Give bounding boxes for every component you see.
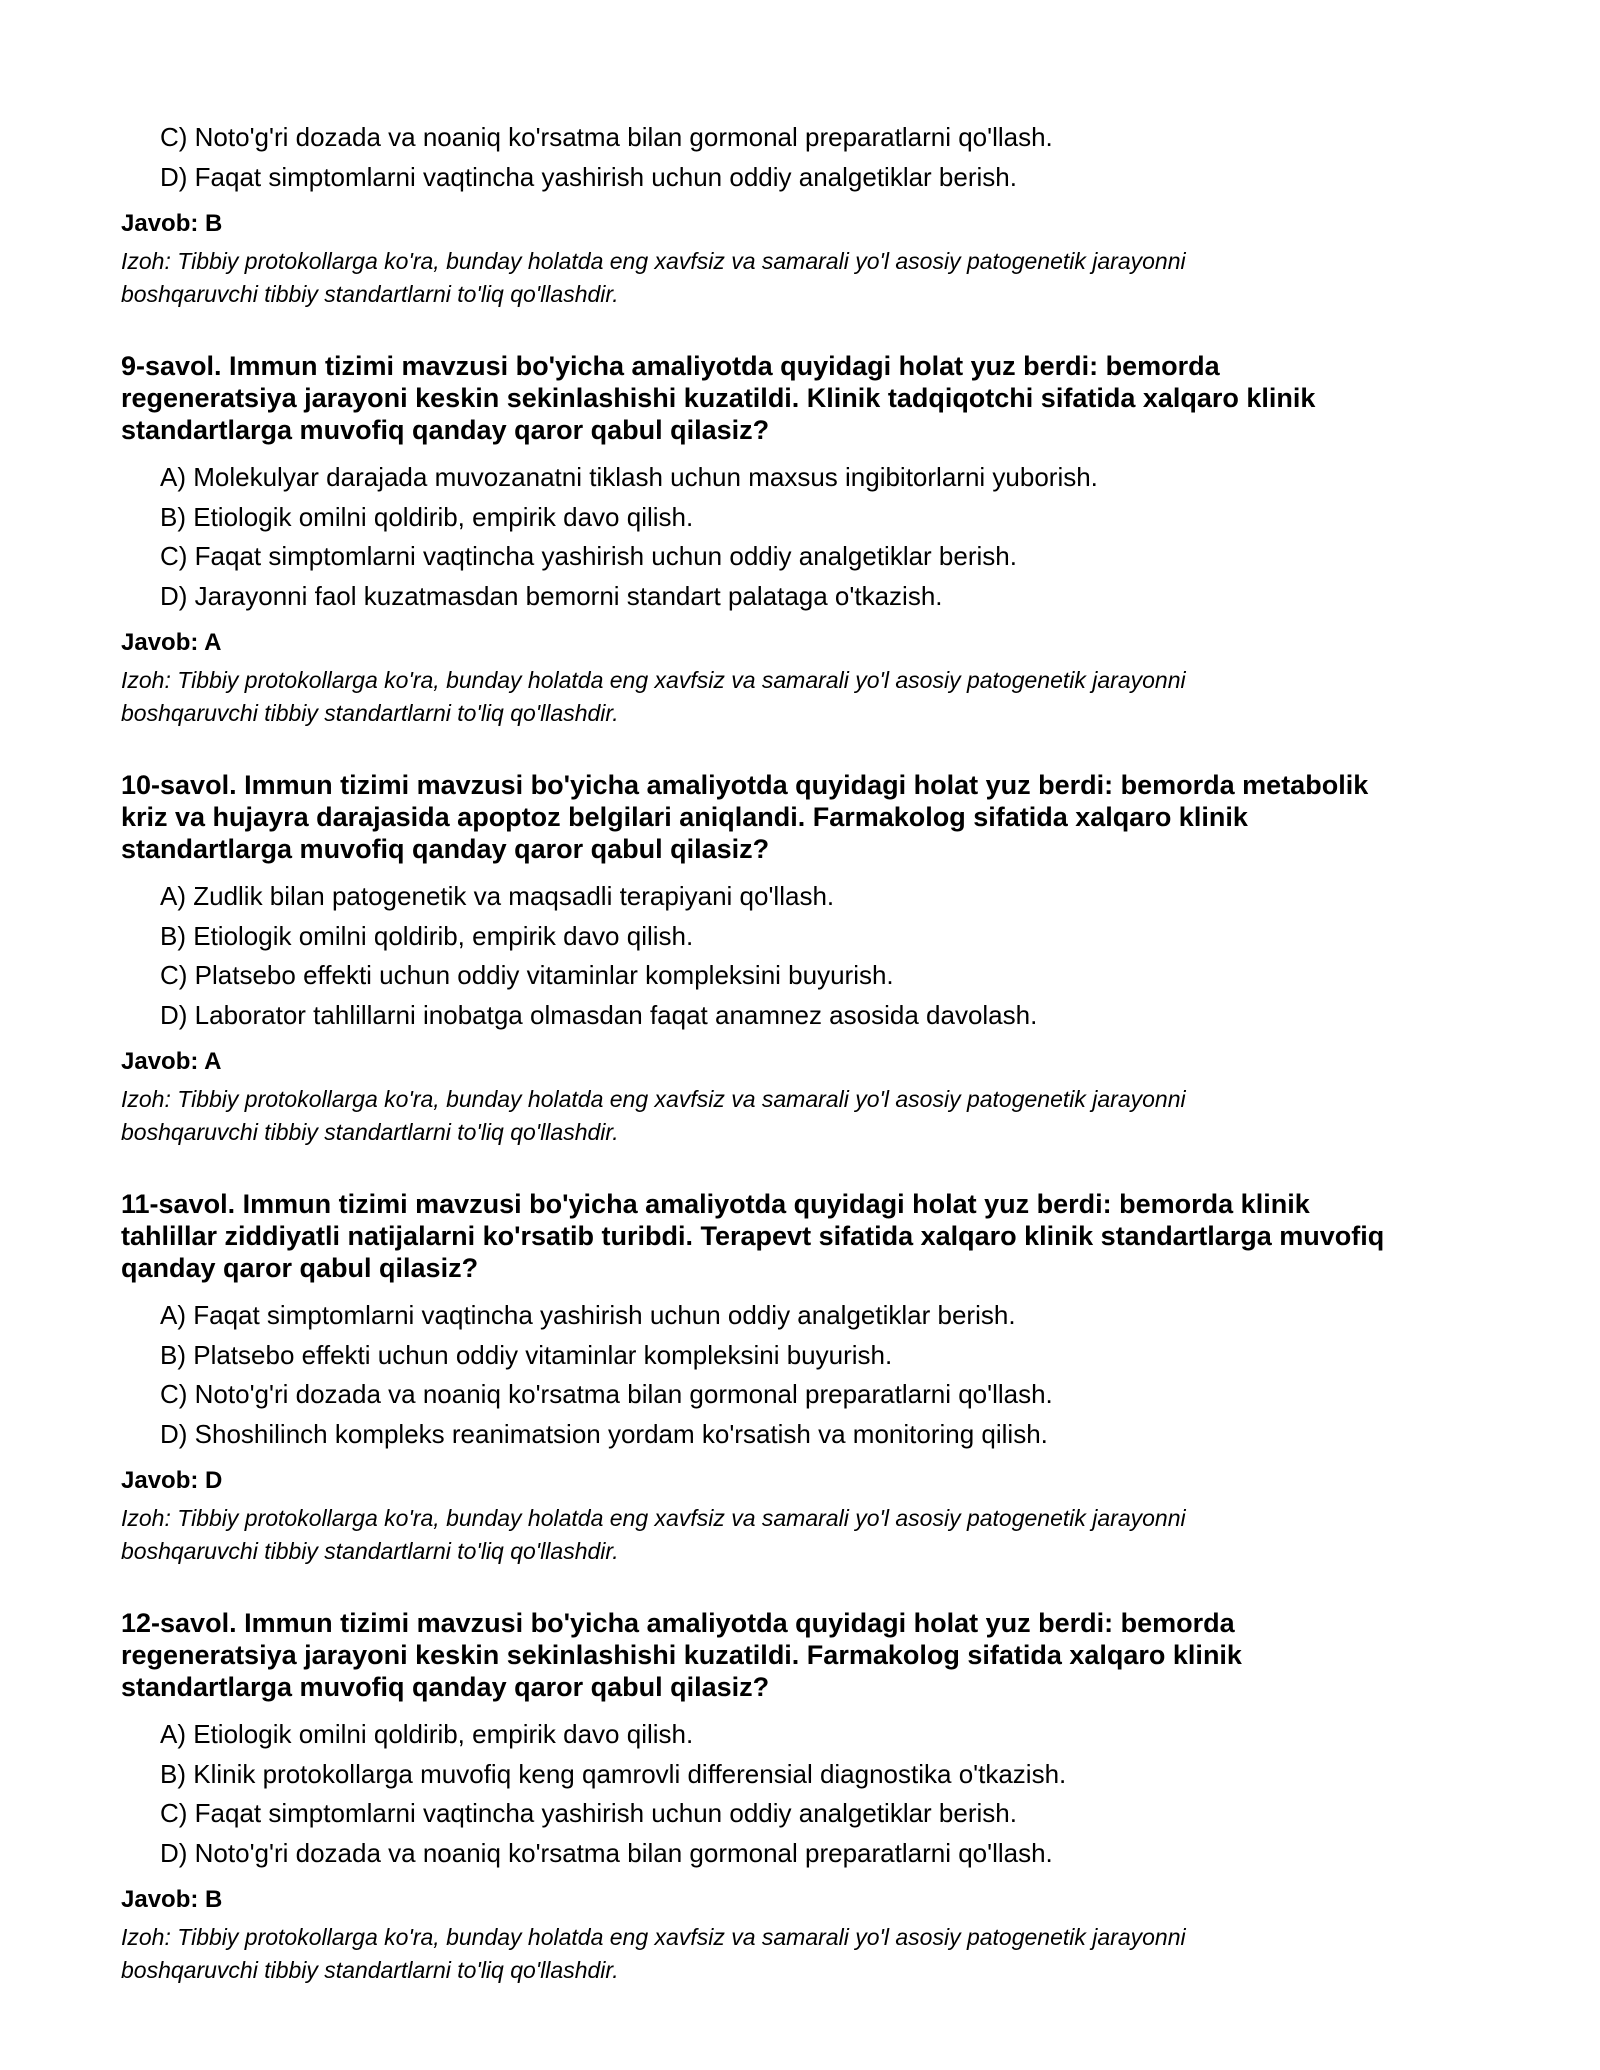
question-line: 12-savol. Immun tizimi mavzusi bo'yicha amaliyotda quyidagi holat yuz berdi: bemorda <box>121 1608 1235 1638</box>
question-text <box>121 1188 1481 1284</box>
answer-option: D) Noto'g'ri dozada va noaniq ko'rsatma bilan gormonal preparatlarni qo'llash. <box>160 1837 1053 1868</box>
explanation <box>121 245 1481 311</box>
question-line: standartlarga muvofiq qanday qaror qabul qilasiz? <box>121 1672 770 1702</box>
explanation-line: boshqaruvchi tibbiy standartlarni to'liq qo'llashdir. <box>121 1957 619 1983</box>
question-text <box>121 1607 1481 1703</box>
answer-option: A) Molekulyar darajada muvozanatni tiklash uchun maxsus ingibitorlarni yuborish. <box>160 462 1098 492</box>
answer-key: Javob: A <box>121 1048 222 1075</box>
answer-option: C) Platsebo effekti uchun oddiy vitaminlar kompleksini buyurish. <box>160 960 894 990</box>
question-line: standartlarga muvofiq qanday qaror qabul qilasiz? <box>121 834 770 864</box>
question-line: 10-savol. Immun tizimi mavzusi bo'yicha amaliyotda quyidagi holat yuz berdi: bemorda metabolik <box>121 770 1369 800</box>
answer-option: A) Faqat simptomlarni vaqtincha yashirish uchun oddiy analgetiklar berish. <box>160 1300 1016 1330</box>
explanation <box>121 1502 1481 1568</box>
answer-option: B) Klinik protokollarga muvofiq keng qamrovli differensial diagnostika o'tkazish. <box>160 1758 1067 1789</box>
answer-option: D) Laborator tahlillarni inobatga olmasdan faqat anamnez asosida davolash. <box>160 999 1038 1030</box>
question-line: regeneratsiya jarayoni keskin sekinlashishi kuzatildi. Farmakolog sifatida xalqaro klinik <box>121 1640 1242 1670</box>
explanation-line: Izoh: Tibbiy protokollarga ko'ra, bunday holatda eng xavfsiz va samarali yo'l asosiy patogenetik jarayonni <box>121 1924 1186 1950</box>
answer-key: Javob: D <box>121 1467 223 1494</box>
question-text <box>121 350 1481 446</box>
question-line: 9-savol. Immun tizimi mavzusi bo'yicha amaliyotda quyidagi holat yuz berdi: bemorda <box>121 351 1220 381</box>
question-line: standartlarga muvofiq qanday qaror qabul qilasiz? <box>121 415 770 445</box>
answer-option: A) Zudlik bilan patogenetik va maqsadli terapiyani qo'llash. <box>160 881 835 911</box>
answer-option: A) Etiologik omilni qoldirib, empirik davo qilish. <box>160 1719 694 1749</box>
question-text <box>121 769 1481 865</box>
question-block <box>121 1607 1481 1987</box>
explanation-line: Izoh: Tibbiy protokollarga ko'ra, bunday holatda eng xavfsiz va samarali yo'l asosiy patogenetik jarayonni <box>121 1505 1186 1531</box>
answer-key: Javob: B <box>121 1886 223 1913</box>
question-block <box>121 769 1481 1149</box>
answer-option: B) Etiologik omilni qoldirib, empirik davo qilish. <box>160 501 694 532</box>
question-line: tahlillar ziddiyatli natijalarni ko'rsatib turibdi. Terapevt sifatida xalqaro klinik standartlarga muvofiq <box>121 1221 1385 1251</box>
answer-option: D) Shoshilinch kompleks reanimatsion yordam ko'rsatish va monitoring qilish. <box>160 1418 1048 1449</box>
explanation-line: boshqaruvchi tibbiy standartlarni to'liq qo'llashdir. <box>121 700 619 726</box>
explanation <box>121 1083 1481 1149</box>
question-block <box>121 1188 1481 1568</box>
question-line: qanday qaror qabul qilasiz? <box>121 1253 479 1283</box>
answer-option: C) Faqat simptomlarni vaqtincha yashirish uchun oddiy analgetiklar berish. <box>160 541 1017 571</box>
answer-option: D) Jarayonni faol kuzatmasdan bemorni standart palataga o'tkazish. <box>160 580 943 611</box>
question-line: regeneratsiya jarayoni keskin sekinlashishi kuzatildi. Klinik tadqiqotchi sifatida xalqaro klinik <box>121 383 1316 413</box>
question-line: kriz va hujayra darajasida apoptoz belgilari aniqlandi. Farmakolog sifatida xalqaro klinik <box>121 802 1248 832</box>
explanation-line: boshqaruvchi tibbiy standartlarni to'liq qo'llashdir. <box>121 1119 619 1145</box>
explanation-line: Izoh: Tibbiy protokollarga ko'ra, bunday holatda eng xavfsiz va samarali yo'l asosiy patogenetik jarayonni <box>121 248 1186 274</box>
answer-option: D) Faqat simptomlarni vaqtincha yashirish uchun oddiy analgetiklar berish. <box>160 161 1017 192</box>
question-line: 11-savol. Immun tizimi mavzusi bo'yicha amaliyotda quyidagi holat yuz berdi: bemorda klinik <box>121 1189 1310 1219</box>
answer-option: B) Platsebo effekti uchun oddiy vitaminlar kompleksini buyurish. <box>160 1339 893 1370</box>
question-block <box>121 350 1481 730</box>
explanation <box>121 664 1481 730</box>
explanation-line: boshqaruvchi tibbiy standartlarni to'liq qo'llashdir. <box>121 1538 619 1564</box>
previous-question-tail <box>121 118 1481 311</box>
document-page <box>121 118 1481 1987</box>
answer-option: B) Etiologik omilni qoldirib, empirik davo qilish. <box>160 920 694 951</box>
explanation-line: boshqaruvchi tibbiy standartlarni to'liq qo'llashdir. <box>121 281 619 307</box>
answer-option: C) Faqat simptomlarni vaqtincha yashirish uchun oddiy analgetiklar berish. <box>160 1798 1017 1828</box>
explanation-line: Izoh: Tibbiy protokollarga ko'ra, bunday holatda eng xavfsiz va samarali yo'l asosiy patogenetik jarayonni <box>121 1086 1186 1112</box>
answer-option: C) Noto'g'ri dozada va noaniq ko'rsatma bilan gormonal preparatlarni qo'llash. <box>160 122 1053 152</box>
explanation-line: Izoh: Tibbiy protokollarga ko'ra, bunday holatda eng xavfsiz va samarali yo'l asosiy patogenetik jarayonni <box>121 667 1186 693</box>
answer-key: Javob: B <box>121 210 223 237</box>
explanation <box>121 1921 1481 1987</box>
answer-key: Javob: A <box>121 629 222 656</box>
answer-option: C) Noto'g'ri dozada va noaniq ko'rsatma bilan gormonal preparatlarni qo'llash. <box>160 1379 1053 1409</box>
